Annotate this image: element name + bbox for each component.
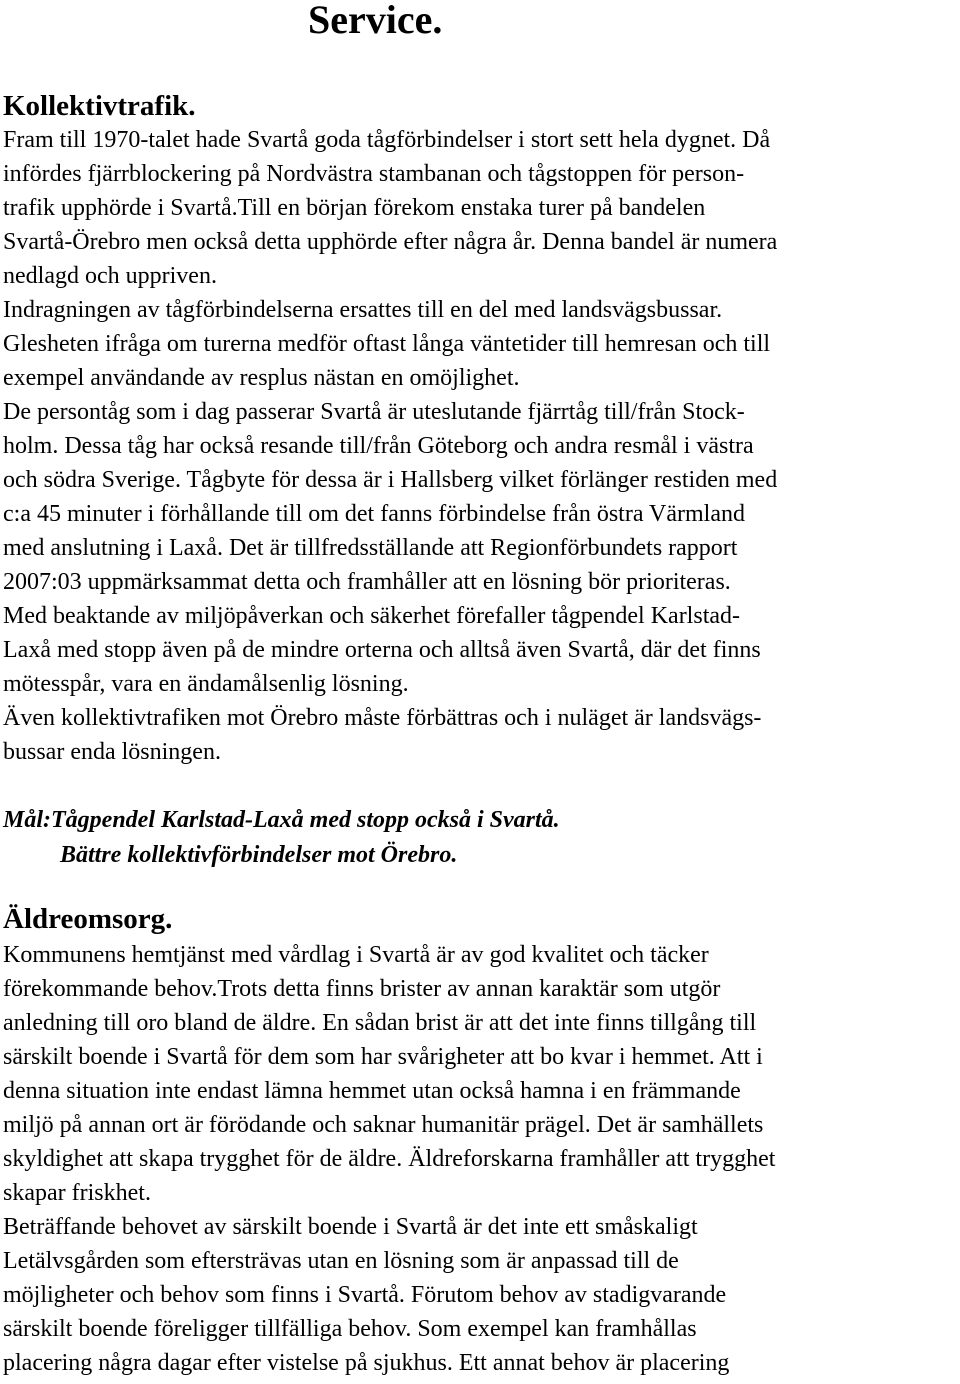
paragraph-line: Kommunens hemtjänst med vårdlag i Svartå är av god kvalitet och täcker (3, 942, 709, 968)
paragraph-line: De persontåg som i dag passerar Svartå är uteslutande fjärrtåg till/från Stock- (3, 399, 745, 425)
paragraph-line: möjligheter och behov som finns i Svartå. Förutom behov av stadigvarande (3, 1282, 727, 1308)
paragraph-line: miljö på annan ort är förödande och saknar humanitär prägel. Det är samhällets (3, 1112, 764, 1138)
paragraph-line: och södra Sverige. Tågbyte för dessa är i Hallsberg vilket förlänger restiden med (3, 467, 778, 493)
paragraph-line: placering några dagar efter vistelse på sjukhus. Ett annat behov är placering (3, 1350, 730, 1376)
paragraph-line: 2007:03 uppmärksammat detta och framhåller att en lösning bör prioriteras. (3, 569, 731, 595)
paragraph-line: exempel användande av resplus nästan en omöjlighet. (3, 365, 520, 391)
paragraph-line: särskilt boende i Svartå för dem som har svårigheter att bo kvar i hemmet. Att i (3, 1044, 763, 1070)
paragraph-line: Fram till 1970-talet hade Svartå goda tågförbindelser i stort sett hela dygnet. Då (3, 127, 771, 153)
paragraph-line: med anslutning i Laxå. Det är tillfredsställande att Regionförbundets rapport (3, 535, 738, 561)
goal-line-secondary: Bättre kollektivförbindelser mot Örebro. (60, 842, 458, 868)
paragraph-line: Beträffande behovet av särskilt boende i Svartå är det inte ett småskaligt (3, 1214, 698, 1240)
paragraph-line: Med beaktande av miljöpåverkan och säkerhet förefaller tågpendel Karlstad- (3, 603, 741, 629)
paragraph-line: mötesspår, vara en ändamålsenlig lösning. (3, 671, 409, 697)
paragraph-line: Även kollektivtrafiken mot Örebro måste förbättras och i nuläget är landsvägs- (3, 705, 762, 731)
paragraph-line: skyldighet att skapa trygghet för de äldre. Äldreforskarna framhåller att trygghet (3, 1146, 776, 1172)
paragraph-line: bussar enda lösningen. (3, 739, 221, 765)
paragraph-line: infördes fjärrblockering på Nordvästra stambanan och tågstoppen för person- (3, 161, 745, 187)
paragraph-line: Laxå med stopp även på de mindre orterna och alltså även Svartå, där det finns (3, 637, 761, 663)
paragraph-line: denna situation inte endast lämna hemmet utan också hamna i en främmande (3, 1078, 741, 1104)
paragraph-line: särskilt boende föreligger tillfälliga behov. Som exempel kan framhållas (3, 1316, 697, 1342)
page-title: Service. (308, 0, 443, 42)
paragraph-line: Svartå-Örebro men också detta upphörde efter några år. Denna bandel är numera (3, 229, 778, 255)
paragraph-line: nedlagd och uppriven. (3, 263, 217, 289)
paragraph-line: Letälvsgården som eftersträvas utan en lösning som är anpassad till de (3, 1248, 679, 1274)
paragraph-line: anledning till oro bland de äldre. En sådan brist är att det inte finns tillgång till (3, 1010, 757, 1036)
goal-line-primary: Mål:Tågpendel Karlstad-Laxå med stopp också i Svartå. (3, 807, 560, 833)
paragraph-line: skapar friskhet. (3, 1180, 151, 1206)
section-heading-aldreomsorg: Äldreomsorg. (3, 903, 173, 935)
section-heading-kollektivtrafik: Kollektivtrafik. (3, 90, 196, 122)
paragraph-line: holm. Dessa tåg har också resande till/från Göteborg och andra resmål i västra (3, 433, 754, 459)
paragraph-line: trafik upphörde i Svartå.Till en början förekom enstaka turer på bandelen (3, 195, 706, 221)
paragraph-line: förekommande behov.Trots detta finns brister av annan karaktär som utgör (3, 976, 721, 1002)
paragraph-line: Glesheten ifråga om turerna medför oftast långa väntetider till hemresan och till (3, 331, 771, 357)
paragraph-line: Indragningen av tågförbindelserna ersattes till en del med landsvägsbussar. (3, 297, 723, 323)
paragraph-line: c:a 45 minuter i förhållande till om det fanns förbindelse från östra Värmland (3, 501, 745, 527)
